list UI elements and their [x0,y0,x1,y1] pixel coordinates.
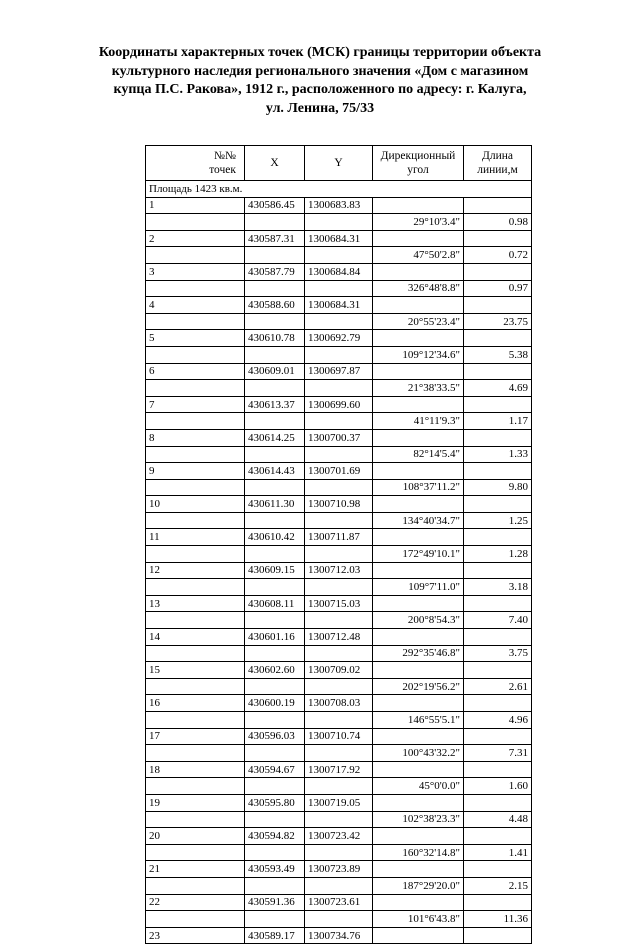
point-number-cell: 17 [146,728,245,745]
direction-angle-cell: 109°7'11.0" [373,579,464,596]
point-number-cell: 10 [146,496,245,513]
empty-cell [305,778,373,795]
empty-cell [373,396,464,413]
empty-cell [373,230,464,247]
empty-cell [373,761,464,778]
y-coordinate-cell: 1300684.31 [305,297,373,314]
point-row [146,761,532,778]
empty-cell [464,894,532,911]
point-number-cell: 11 [146,529,245,546]
empty-cell [373,496,464,513]
empty-cell [305,546,373,563]
header-direction-angle-line2: угол [407,164,429,176]
point-number-cell: 18 [146,761,245,778]
empty-cell [305,214,373,231]
y-coordinate-cell: 1300734.76 [305,927,373,944]
empty-cell [245,512,305,529]
segment-row [146,479,532,496]
segment-row [146,712,532,729]
empty-cell [245,280,305,297]
empty-cell [245,778,305,795]
header-point-number-line1: №№ [214,150,236,162]
empty-cell [373,894,464,911]
point-row [146,629,532,646]
point-number-cell: 8 [146,429,245,446]
empty-cell [245,446,305,463]
line-length-cell: 3.18 [464,579,532,596]
empty-cell [146,546,245,563]
segment-row [146,380,532,397]
empty-cell [464,794,532,811]
line-length-cell: 0.97 [464,280,532,297]
empty-cell [464,363,532,380]
line-length-cell: 4.69 [464,380,532,397]
empty-cell [373,330,464,347]
y-coordinate-cell: 1300708.03 [305,695,373,712]
empty-cell [464,263,532,280]
point-row [146,894,532,911]
point-row [146,363,532,380]
y-coordinate-cell: 1300683.83 [305,197,373,214]
segment-row [146,214,532,231]
header-y: Y [305,146,373,181]
segment-row [146,512,532,529]
empty-cell [305,745,373,762]
empty-cell [146,911,245,928]
x-coordinate-cell: 430586.45 [245,197,305,214]
empty-cell [373,662,464,679]
y-coordinate-cell: 1300723.61 [305,894,373,911]
empty-cell [464,230,532,247]
point-number-cell: 15 [146,662,245,679]
empty-cell [464,828,532,845]
direction-angle-cell: 101°6'43.8" [373,911,464,928]
direction-angle-cell: 146°55'5.1" [373,712,464,729]
point-row [146,496,532,513]
title-line: Координаты характерных точек (МСК) границы территории объекта [98,45,542,60]
empty-cell [245,546,305,563]
empty-cell [146,745,245,762]
empty-cell [245,745,305,762]
empty-cell [373,363,464,380]
line-length-cell: 1.25 [464,512,532,529]
empty-cell [464,629,532,646]
empty-cell [305,346,373,363]
direction-angle-cell: 82°14'5.4" [373,446,464,463]
x-coordinate-cell: 430614.43 [245,463,305,480]
segment-row [146,778,532,795]
segment-row [146,247,532,264]
empty-cell [373,927,464,944]
segment-row [146,811,532,828]
point-row [146,197,532,214]
line-length-cell: 4.48 [464,811,532,828]
x-coordinate-cell: 430602.60 [245,662,305,679]
line-length-cell: 1.41 [464,844,532,861]
empty-cell [373,197,464,214]
y-coordinate-cell: 1300710.74 [305,728,373,745]
empty-cell [146,778,245,795]
line-length-cell: 1.60 [464,778,532,795]
y-coordinate-cell: 1300699.60 [305,396,373,413]
empty-cell [305,612,373,629]
point-number-cell: 13 [146,595,245,612]
empty-cell [305,911,373,928]
segment-row [146,745,532,762]
empty-cell [245,479,305,496]
line-length-cell: 3.75 [464,645,532,662]
empty-cell [245,579,305,596]
empty-cell [373,695,464,712]
empty-cell [305,247,373,264]
empty-cell [146,446,245,463]
empty-cell [305,579,373,596]
y-coordinate-cell: 1300715.03 [305,595,373,612]
y-coordinate-cell: 1300723.89 [305,861,373,878]
coordinates-table [145,145,532,944]
empty-cell [146,313,245,330]
empty-cell [373,828,464,845]
y-coordinate-cell: 1300710.98 [305,496,373,513]
header-direction-angle-line1: Дирекционный [380,150,456,162]
empty-cell [464,297,532,314]
y-coordinate-cell: 1300697.87 [305,363,373,380]
empty-cell [245,911,305,928]
direction-angle-cell: 200°8'54.3" [373,612,464,629]
line-length-cell: 11.36 [464,911,532,928]
empty-cell [245,612,305,629]
segment-row [146,645,532,662]
empty-cell [464,595,532,612]
line-length-cell: 23.75 [464,313,532,330]
point-row [146,595,532,612]
empty-cell [305,844,373,861]
table-header-row [146,146,532,181]
empty-cell [305,645,373,662]
point-row [146,562,532,579]
point-row [146,794,532,811]
document-title [80,44,560,118]
point-number-cell: 22 [146,894,245,911]
point-number-cell: 6 [146,363,245,380]
empty-cell [373,629,464,646]
empty-cell [146,247,245,264]
empty-cell [305,380,373,397]
empty-cell [464,662,532,679]
line-length-cell: 4.96 [464,712,532,729]
direction-angle-cell: 29°10'3.4" [373,214,464,231]
point-row [146,297,532,314]
line-length-cell: 5.38 [464,346,532,363]
empty-cell [245,844,305,861]
empty-cell [146,712,245,729]
title-line: ул. Ленина, 75/33 [265,100,375,116]
empty-cell [146,811,245,828]
x-coordinate-cell: 430601.16 [245,629,305,646]
empty-cell [146,877,245,894]
empty-cell [305,479,373,496]
empty-cell [146,380,245,397]
x-coordinate-cell: 430608.11 [245,595,305,612]
point-row [146,695,532,712]
y-coordinate-cell: 1300711.87 [305,529,373,546]
x-coordinate-cell: 430611.30 [245,496,305,513]
empty-cell [146,214,245,231]
point-number-cell: 21 [146,861,245,878]
empty-cell [373,794,464,811]
empty-cell [146,479,245,496]
point-row [146,429,532,446]
direction-angle-cell: 100°43'32.2" [373,745,464,762]
line-length-cell: 9.80 [464,479,532,496]
header-line-length [464,146,532,181]
y-coordinate-cell: 1300701.69 [305,463,373,480]
x-coordinate-cell: 430614.25 [245,429,305,446]
area-row [146,181,532,198]
empty-cell [146,413,245,430]
line-length-cell: 1.28 [464,546,532,563]
segment-row [146,446,532,463]
point-number-cell: 2 [146,230,245,247]
title-line: купца П.С. Ракова», 1912 г., расположенного по адресу: г. Калуга, [113,82,527,97]
empty-cell [245,678,305,695]
point-row [146,263,532,280]
x-coordinate-cell: 430589.17 [245,927,305,944]
y-coordinate-cell: 1300717.92 [305,761,373,778]
direction-angle-cell: 292°35'46.8" [373,645,464,662]
point-number-cell: 9 [146,463,245,480]
empty-cell [464,496,532,513]
point-row [146,396,532,413]
empty-cell [245,346,305,363]
segment-row [146,844,532,861]
direction-angle-cell: 41°11'9.3" [373,413,464,430]
empty-cell [245,645,305,662]
line-length-cell: 1.33 [464,446,532,463]
x-coordinate-cell: 430588.60 [245,297,305,314]
empty-cell [305,313,373,330]
empty-cell [464,695,532,712]
x-coordinate-cell: 430594.67 [245,761,305,778]
header-line-length-line1: Длина [482,150,513,162]
line-length-cell: 7.31 [464,745,532,762]
x-coordinate-cell: 430600.19 [245,695,305,712]
point-row [146,230,532,247]
empty-cell [245,712,305,729]
y-coordinate-cell: 1300719.05 [305,794,373,811]
line-length-cell: 2.15 [464,877,532,894]
y-coordinate-cell: 1300684.31 [305,230,373,247]
point-row [146,728,532,745]
empty-cell [373,595,464,612]
empty-cell [245,877,305,894]
line-length-cell: 2.61 [464,678,532,695]
x-coordinate-cell: 430613.37 [245,396,305,413]
point-number-cell: 23 [146,927,245,944]
empty-cell [373,429,464,446]
line-length-cell: 1.17 [464,413,532,430]
segment-row [146,413,532,430]
empty-cell [305,512,373,529]
empty-cell [373,861,464,878]
empty-cell [245,313,305,330]
empty-cell [464,927,532,944]
empty-cell [305,413,373,430]
point-row [146,330,532,347]
point-number-cell: 16 [146,695,245,712]
empty-cell [464,761,532,778]
empty-cell [146,512,245,529]
segment-row [146,280,532,297]
x-coordinate-cell: 430609.15 [245,562,305,579]
x-coordinate-cell: 430610.42 [245,529,305,546]
empty-cell [464,463,532,480]
x-coordinate-cell: 430610.78 [245,330,305,347]
direction-angle-cell: 160°32'14.8" [373,844,464,861]
point-row [146,529,532,546]
empty-cell [305,678,373,695]
empty-cell [305,712,373,729]
empty-cell [373,529,464,546]
empty-cell [373,463,464,480]
empty-cell [245,214,305,231]
empty-cell [464,529,532,546]
header-x: X [245,146,305,181]
empty-cell [373,297,464,314]
header-line-length-line2: линии,м [477,164,518,176]
direction-angle-cell: 102°38'23.3" [373,811,464,828]
segment-row [146,579,532,596]
point-number-cell: 3 [146,263,245,280]
x-coordinate-cell: 430593.49 [245,861,305,878]
empty-cell [146,280,245,297]
point-number-cell: 14 [146,629,245,646]
y-coordinate-cell: 1300700.37 [305,429,373,446]
empty-cell [373,562,464,579]
y-coordinate-cell: 1300684.84 [305,263,373,280]
empty-cell [464,429,532,446]
empty-cell [146,645,245,662]
segment-row [146,346,532,363]
empty-cell [305,811,373,828]
x-coordinate-cell: 430594.82 [245,828,305,845]
direction-angle-cell: 45°0'0.0" [373,778,464,795]
y-coordinate-cell: 1300712.03 [305,562,373,579]
empty-cell [464,330,532,347]
point-row [146,828,532,845]
empty-cell [464,396,532,413]
empty-cell [305,280,373,297]
segment-row [146,678,532,695]
x-coordinate-cell: 430609.01 [245,363,305,380]
line-length-cell: 0.98 [464,214,532,231]
header-direction-angle [373,146,464,181]
point-number-cell: 5 [146,330,245,347]
direction-angle-cell: 187°29'20.0" [373,877,464,894]
empty-cell [464,861,532,878]
empty-cell [305,877,373,894]
direction-angle-cell: 202°19'56.2" [373,678,464,695]
direction-angle-cell: 326°48'8.8" [373,280,464,297]
segment-row [146,877,532,894]
point-number-cell: 7 [146,396,245,413]
point-number-cell: 1 [146,197,245,214]
empty-cell [146,612,245,629]
direction-angle-cell: 134°40'34.7" [373,512,464,529]
header-point-number-line2: точек [209,164,236,176]
point-row [146,463,532,480]
empty-cell [464,197,532,214]
direction-angle-cell: 108°37'11.2" [373,479,464,496]
empty-cell [373,263,464,280]
y-coordinate-cell: 1300692.79 [305,330,373,347]
direction-angle-cell: 109°12'34.6" [373,346,464,363]
x-coordinate-cell: 430587.79 [245,263,305,280]
segment-row [146,911,532,928]
point-row [146,662,532,679]
point-number-cell: 12 [146,562,245,579]
x-coordinate-cell: 430591.36 [245,894,305,911]
point-row [146,927,532,944]
empty-cell [245,413,305,430]
segment-row [146,612,532,629]
point-number-cell: 19 [146,794,245,811]
direction-angle-cell: 21°38'33.5" [373,380,464,397]
empty-cell [146,678,245,695]
direction-angle-cell: 20°55'23.4" [373,313,464,330]
point-number-cell: 4 [146,297,245,314]
empty-cell [464,562,532,579]
title-line: культурного наследия регионального значения «Дом с магазином [111,63,529,79]
area-label: Площадь 1423 кв.м. [146,181,532,198]
header-point-number [146,146,245,181]
y-coordinate-cell: 1300709.02 [305,662,373,679]
line-length-cell: 0.72 [464,247,532,264]
segment-row [146,313,532,330]
point-row [146,861,532,878]
x-coordinate-cell: 430595.80 [245,794,305,811]
empty-cell [146,346,245,363]
empty-cell [245,247,305,264]
x-coordinate-cell: 430596.03 [245,728,305,745]
direction-angle-cell: 47°50'2.8" [373,247,464,264]
segment-row [146,546,532,563]
direction-angle-cell: 172°49'10.1" [373,546,464,563]
y-coordinate-cell: 1300723.42 [305,828,373,845]
empty-cell [305,446,373,463]
x-coordinate-cell: 430587.31 [245,230,305,247]
line-length-cell: 7.40 [464,612,532,629]
empty-cell [245,811,305,828]
empty-cell [146,579,245,596]
empty-cell [373,728,464,745]
y-coordinate-cell: 1300712.48 [305,629,373,646]
point-number-cell: 20 [146,828,245,845]
empty-cell [245,380,305,397]
empty-cell [464,728,532,745]
empty-cell [146,844,245,861]
